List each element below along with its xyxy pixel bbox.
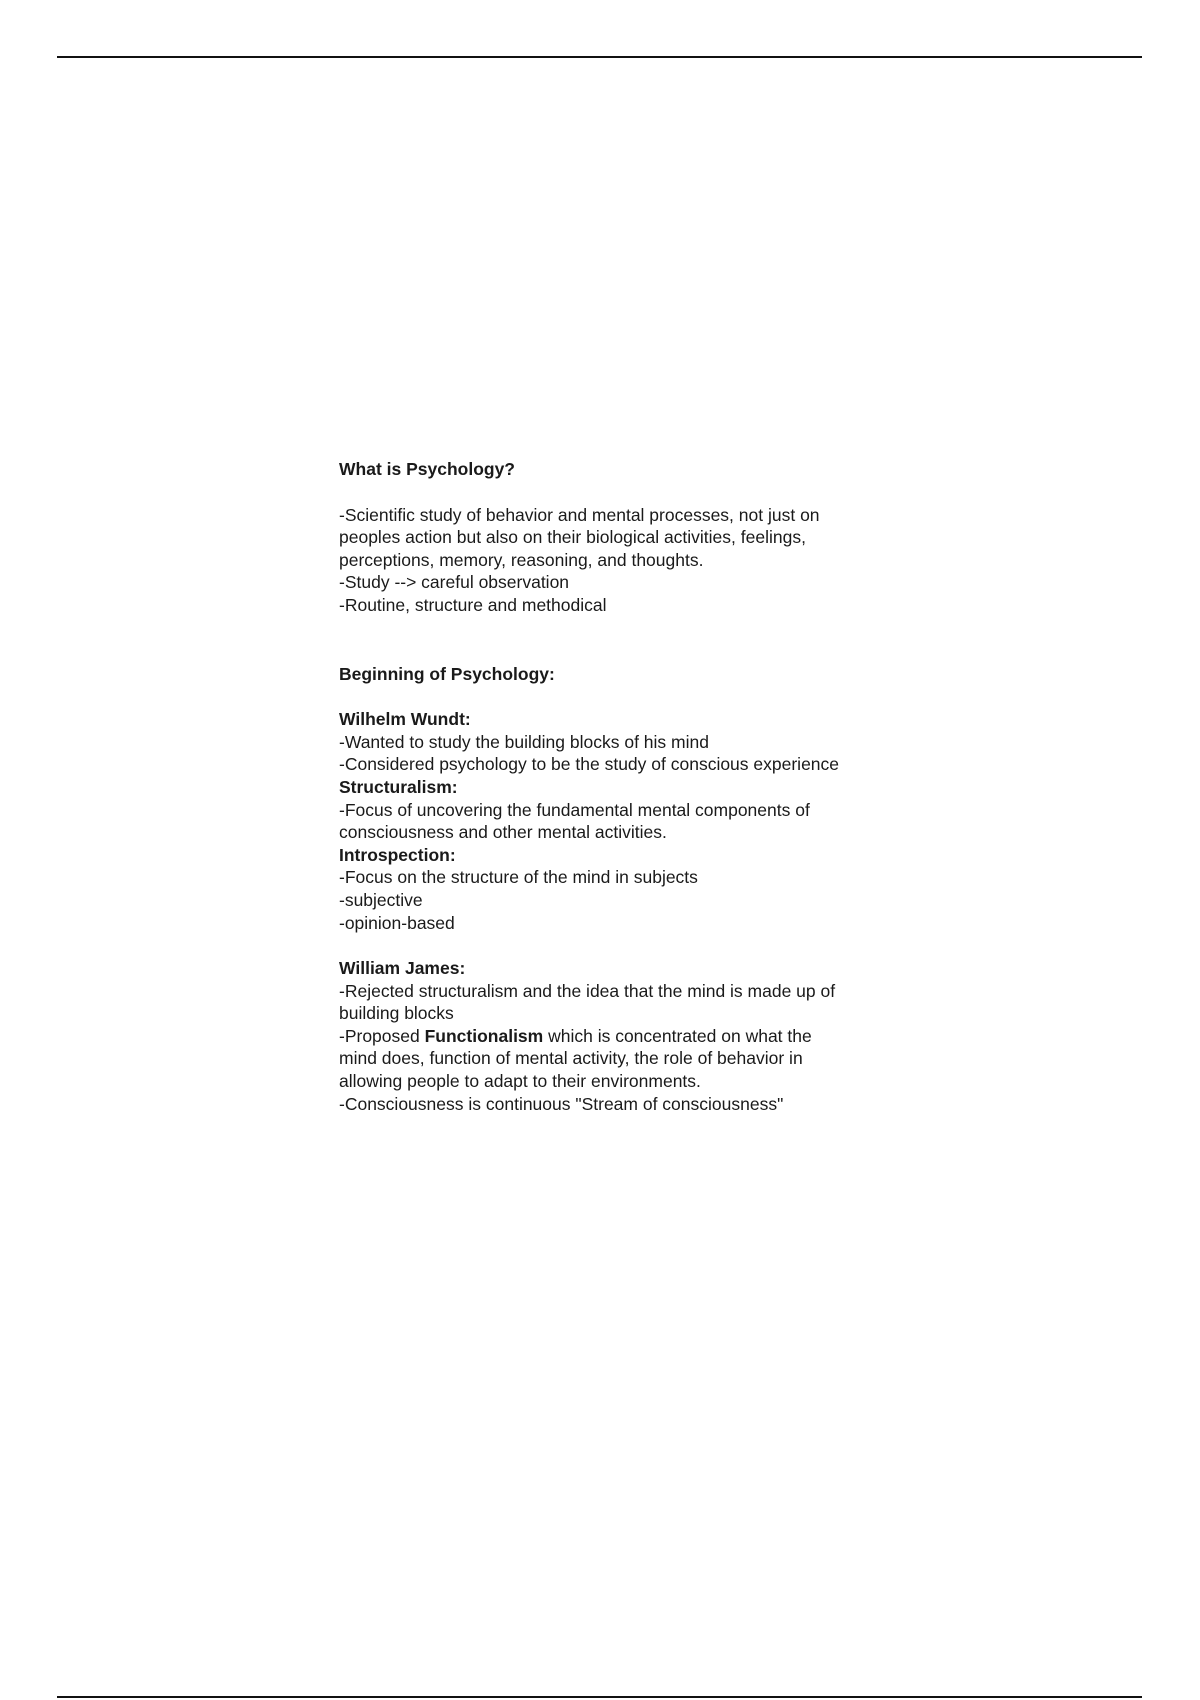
heading-what-is-psychology: What is Psychology?: [339, 459, 515, 479]
document-body: [339, 458, 899, 1115]
text-line: -subjective: [339, 889, 423, 910]
text-line: -Focus on the structure of the mind in subjects: [339, 867, 698, 888]
text-line: -Focus of uncovering the fundamental mental components of: [339, 799, 810, 820]
text-line: -Scientific study of behavior and mental processes, not just on: [339, 504, 820, 525]
top-rule: [57, 56, 1142, 58]
text-line: building blocks: [339, 1003, 454, 1024]
text-line: -Routine, structure and methodical: [339, 594, 607, 615]
text-line: -Study --> careful observation: [339, 572, 570, 593]
heading-structuralism: Structuralism:: [339, 776, 458, 797]
heading-introspection: Introspection:: [339, 844, 456, 865]
text-line: mind does, function of mental activity, the role of behavior in: [339, 1048, 803, 1069]
spacer: [339, 481, 899, 504]
text-fragment: -Proposed: [339, 1025, 425, 1046]
heading-william-james: William James:: [339, 958, 466, 979]
text-line: -Wanted to study the building blocks of his mind: [339, 731, 709, 752]
text-line: -Rejected structuralism and the idea that the mind is made up of: [339, 980, 836, 1001]
text-fragment: which is concentrated on what the: [543, 1025, 812, 1046]
heading-wilhelm-wundt: Wilhelm Wundt:: [339, 709, 471, 730]
spacer: [339, 685, 899, 708]
text-line: -Consciousness is continuous "Stream of consciousness": [339, 1093, 784, 1114]
text-line: -opinion-based: [339, 912, 455, 933]
spacer: [339, 617, 899, 663]
text-line: consciousness and other mental activities.: [339, 822, 667, 843]
text-line: peoples action but also on their biological activities, feelings,: [339, 527, 806, 548]
text-line-functionalism: [339, 1025, 899, 1048]
spacer: [339, 934, 899, 957]
heading-beginning-of-psychology: Beginning of Psychology:: [339, 663, 555, 684]
text-line: perceptions, memory, reasoning, and thoughts.: [339, 549, 704, 570]
text-line: -Considered psychology to be the study of conscious experience: [339, 754, 840, 775]
bottom-rule: [57, 1696, 1142, 1698]
text-line: allowing people to adapt to their environments.: [339, 1071, 701, 1092]
term-functionalism: Functionalism: [424, 1025, 544, 1046]
